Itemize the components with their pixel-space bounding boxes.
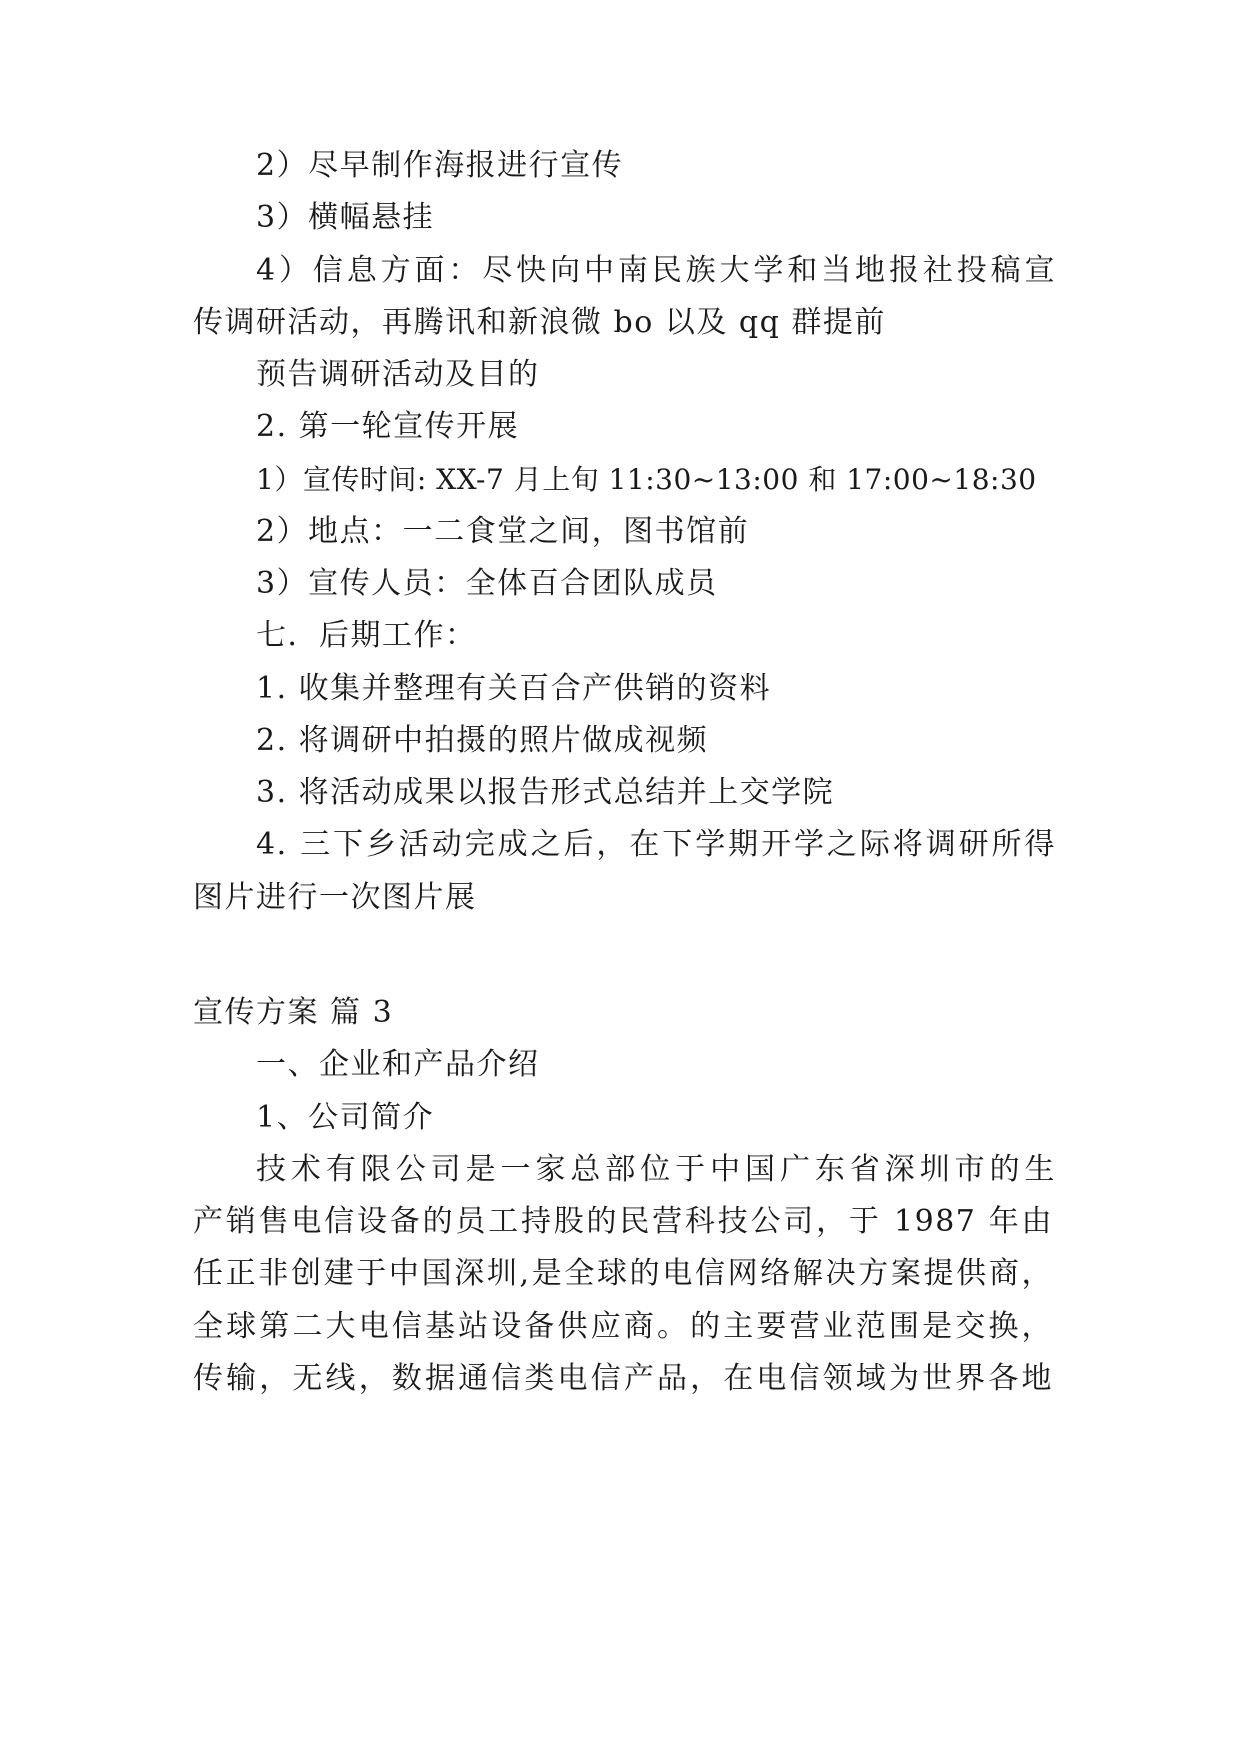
text-line: 产销售电信设备的员工持股的民营科技公司，于 1987 年由: [193, 1204, 1053, 1239]
text-line: 传调研活动，再腾讯和新浪微 bo 以及 qq 群提前: [193, 305, 886, 340]
text-line: 传输，无线，数据通信类电信产品，在电信领域为世界各地: [193, 1361, 1053, 1396]
text-line: 1. 收集并整理有关百合产供销的资料: [256, 671, 772, 706]
text-line: 七．后期工作：: [256, 618, 477, 653]
text-line: 预告调研活动及目的: [256, 357, 540, 392]
text-line: 3）横幅悬挂: [256, 200, 435, 235]
text-line: 2）地点：一二食堂之间，图书馆前: [256, 514, 750, 549]
text-line: 2. 将调研中拍摄的照片做成视频: [256, 723, 709, 758]
text-line: 4）信息方面：尽快向中南民族大学和当地报社投稿宣: [256, 253, 1056, 288]
text-line: 2）尽早制作海报进行宣传: [256, 148, 624, 183]
text-line: 3）宣传人员：全体百合团队成员: [256, 566, 718, 601]
text-line: 技术有限公司是一家总部位于中国广东省深圳市的生: [256, 1152, 1056, 1187]
text-line: 图片进行一次图片展: [193, 880, 477, 915]
text-line: 2. 第一轮宣传开展: [256, 409, 520, 444]
text-line: 1）宣传时间: XX-7 月上旬 11:30~13:00 和 17:00~18:30: [256, 463, 1037, 496]
text-line: 4. 三下乡活动完成之后，在下学期开学之际将调研所得: [256, 827, 1056, 862]
text-line: 一、企业和产品介绍: [256, 1047, 540, 1082]
text-line: 1、公司简介: [256, 1100, 435, 1135]
section-heading: 宣传方案 篇 3: [193, 995, 394, 1030]
text-line: 3. 将活动成果以报告形式总结并上交学院: [256, 775, 835, 810]
text-line: 全球第二大电信基站设备供应商。的主要营业范围是交换，: [193, 1309, 1053, 1344]
text-line: 任正非创建于中国深圳,是全球的电信网络解决方案提供商，: [193, 1256, 1053, 1291]
